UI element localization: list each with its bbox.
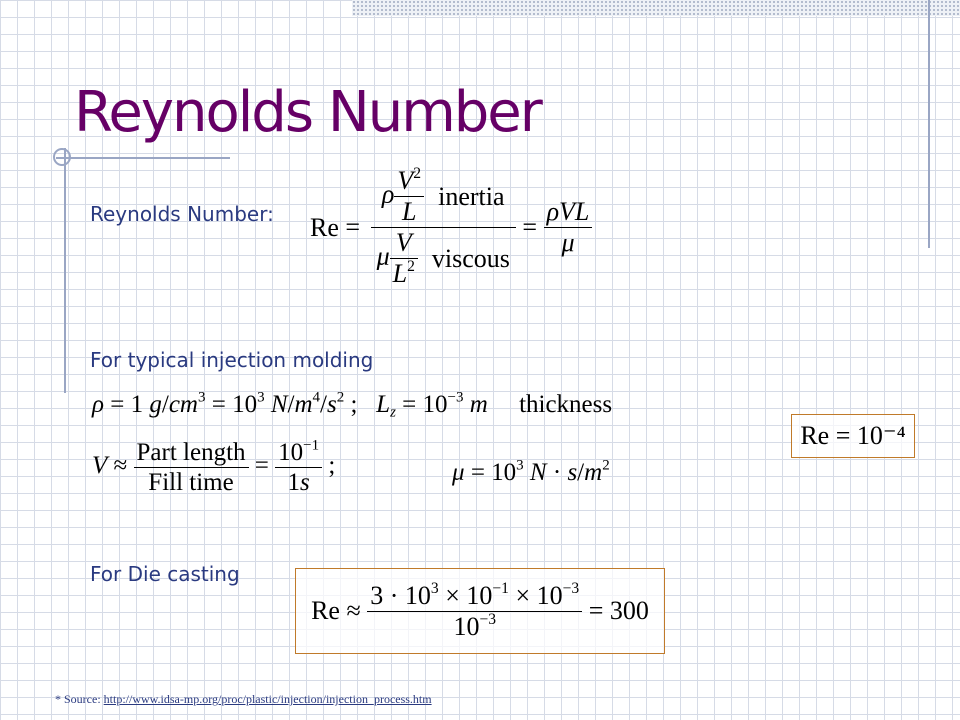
reynolds-label: Reynolds Number: [90,202,274,226]
top-decorative-band [352,0,960,16]
source-prefix: * Source: [55,692,101,706]
rho-v-l: ρVL [546,197,590,226]
title-underline-rule [56,157,230,159]
left-decorative-rule [64,148,66,393]
velocity-equation: V ≈ $\frac{\text{Part length}}{\text{Fill time}}$ = $\frac{10^{-1}}{1s}$ ; [92,437,336,496]
viscosity-equation: $\mu = 10^3$ $N \cdot s/m^2$ [452,457,610,486]
source-footer [55,692,432,707]
result-300: = 300 [588,596,649,625]
thickness-label: thickness [519,391,613,418]
die-casting-label: For Die casting [90,562,240,586]
injection-reynolds-result: Re = 10⁻⁴ [791,414,915,458]
part-length-label: Part length [136,439,246,466]
density-thickness-equation: ρ = 1 $g/cm^3 = 10^3$ $N/m^4/s^2$ ; $L_z = 10^{-3}$ m thickness [92,389,613,421]
viscous-label: viscous [431,243,510,273]
right-decorative-rule [928,0,930,248]
mu-symbol: μ [561,228,575,257]
slide-title: Reynolds Number [74,80,541,145]
re-symbol: Re [310,212,339,242]
injection-label: For typical injection molding [90,348,374,372]
source-link[interactable]: http://www.idsa-mp.org/proc/plastic/injection/injection_process.htm [103,692,432,706]
crosshair-ornament [53,148,71,166]
inertia-label: inertia [438,181,505,211]
re-approx: Re ≈ [311,596,361,625]
fill-time-label: Fill time [148,469,234,496]
reynolds-definition-equation: Re = ρ $\frac{V^2}{L}$ inertia μ $\frac{V}{L^2}$ viscous = $\frac{\text{ρVL}}{\mu}$ [310,168,592,287]
die-casting-equation: Re ≈ $\frac{3 \cdot 10^3 \times 10^{-1} \times 10^{-3}}{10^{-3}}$ = 300 [295,568,665,654]
